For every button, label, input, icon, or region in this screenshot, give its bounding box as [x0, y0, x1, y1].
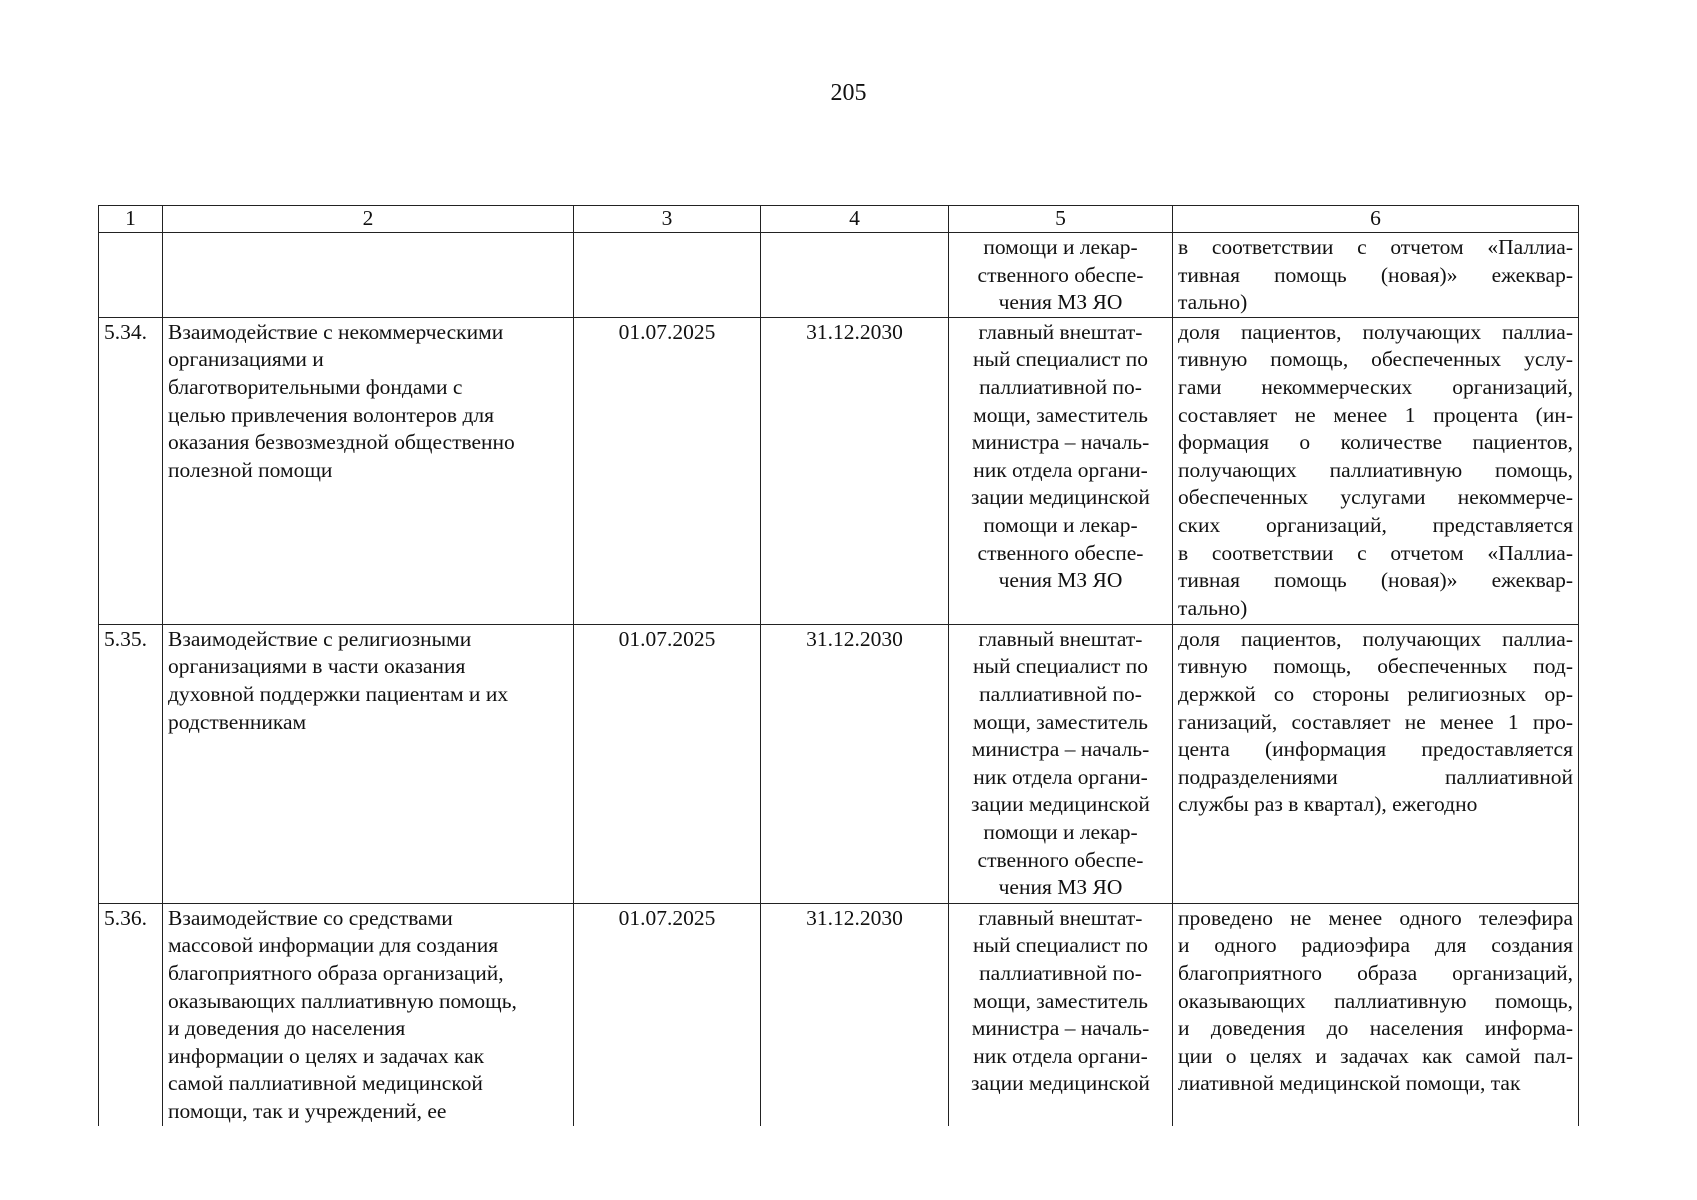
cell-line: оказывающих паллиативную помощь, — [1178, 988, 1573, 1013]
cell-line: ник отдела органи- — [973, 1043, 1148, 1068]
cell-line: министра – началь- — [971, 1016, 1150, 1041]
cell-line: ственного обеспе- — [977, 540, 1144, 565]
end-date: 31.12.2030 — [761, 624, 949, 903]
cell-line: ный специалист по — [973, 347, 1148, 372]
start-date: 01.07.2025 — [574, 317, 761, 624]
cell-line: Взаимодействие со средствами — [168, 905, 453, 930]
cell-line: и доведения до населения информа- — [1178, 1016, 1573, 1041]
measure-title — [163, 903, 574, 1125]
responsible — [949, 233, 1173, 318]
start-date — [574, 233, 761, 318]
end-date — [761, 233, 949, 318]
cell-line: Взаимодействие с религиозными — [168, 626, 472, 651]
table-row — [99, 233, 1579, 318]
cell-line: и доведения до населения — [168, 1016, 406, 1041]
cell-line: тивную помощь, обеспеченных под- — [1178, 654, 1573, 679]
cell-line: составляет не менее 1 процента (ин- — [1178, 402, 1573, 427]
cell-line: лиативной медицинской помощи, так — [1178, 1071, 1521, 1096]
cell-line: ственного обеспе- — [977, 847, 1144, 872]
cell-line: тивная помощь (новая)» ежеквар- — [1178, 262, 1573, 287]
table-row — [99, 624, 1579, 903]
cell-line: цента (информация предоставляется — [1178, 737, 1573, 762]
cell-line: обеспеченных услугами некоммерче- — [1178, 485, 1573, 510]
cell-line: мощи, заместитель — [973, 988, 1148, 1013]
cell-line: помощи и лекар- — [983, 235, 1138, 259]
cell-line: благоприятного образа организаций, — [168, 960, 504, 985]
cell-line: паллиативной по- — [979, 681, 1142, 706]
result-indicator — [1173, 903, 1579, 1125]
cell-line: духовной поддержки пациентам и их — [168, 681, 509, 706]
cell-line: оказывающих паллиативную помощь, — [168, 988, 517, 1013]
cell-line: доля пациентов, получающих паллиа- — [1178, 319, 1573, 344]
measure-title — [163, 624, 574, 903]
measure-title — [163, 233, 574, 318]
cell-line: ственного обеспе- — [977, 262, 1144, 287]
responsible — [949, 624, 1173, 903]
cell-line: паллиативной по- — [979, 374, 1142, 399]
cell-line: Взаимодействие с некоммерческими — [168, 319, 504, 344]
cell-line: подразделениями паллиативной — [1178, 764, 1573, 789]
cell-line: самой паллиативной медицинской — [168, 1071, 483, 1096]
result-indicator — [1173, 233, 1579, 318]
cell-line: ских организаций, представляется — [1178, 512, 1573, 537]
cell-line: тивную помощь, обеспеченных услу- — [1178, 347, 1573, 372]
cell-line: зации медицинской — [971, 1071, 1150, 1096]
end-date: 31.12.2030 — [761, 317, 949, 624]
responsible — [949, 903, 1173, 1125]
plan-table — [98, 205, 1579, 1126]
cell-line: родственникам — [168, 709, 307, 734]
cell-line: министра – началь- — [971, 737, 1150, 762]
cell-line: ции о целях и задачах как самой пал- — [1178, 1043, 1573, 1068]
cell-line: ганизаций, составляет не менее 1 про- — [1178, 709, 1573, 734]
cell-line: мощи, заместитель — [973, 402, 1148, 427]
row-number: 5.36. — [99, 903, 163, 1125]
row-number: 5.34. — [99, 317, 163, 624]
header-cell: 5 — [949, 206, 1173, 233]
cell-line: целью привлечения волонтеров для — [168, 402, 494, 427]
cell-line: благоприятного образа организаций, — [1178, 960, 1573, 985]
table-row — [99, 903, 1579, 1125]
result-indicator — [1173, 624, 1579, 903]
cell-line: зации медицинской — [971, 485, 1150, 510]
cell-line: держкой со стороны религиозных ор- — [1178, 681, 1573, 706]
cell-line: благотворительными фондами с — [168, 374, 463, 399]
header-cell: 6 — [1173, 206, 1579, 233]
responsible — [949, 317, 1173, 624]
cell-line: помощи и лекар- — [983, 819, 1138, 844]
cell-line: чения МЗ ЯО — [998, 290, 1123, 315]
header-cell: 4 — [761, 206, 949, 233]
cell-line: тально) — [1178, 290, 1248, 315]
cell-line: паллиативной по- — [979, 960, 1142, 985]
cell-line: чения МЗ ЯО — [998, 875, 1123, 900]
row-number: 5.35. — [99, 624, 163, 903]
cell-line: ный специалист по — [973, 654, 1148, 679]
cell-line: доля пациентов, получающих паллиа- — [1178, 626, 1573, 651]
cell-line: оказания безвозмездной общественно — [168, 430, 515, 455]
header-cell: 1 — [99, 206, 163, 233]
cell-line: информации о целях и задачах как — [168, 1043, 485, 1068]
start-date: 01.07.2025 — [574, 903, 761, 1125]
table-row — [99, 317, 1579, 624]
cell-line: массовой информации для создания — [168, 933, 499, 958]
cell-line: помощи, так и учреждений, ее — [168, 1098, 447, 1123]
cell-line: министра – началь- — [971, 430, 1150, 455]
cell-line: зации медицинской — [971, 792, 1150, 817]
header-cell: 3 — [574, 206, 761, 233]
start-date: 01.07.2025 — [574, 624, 761, 903]
cell-line: гами некоммерческих организаций, — [1178, 374, 1573, 399]
cell-line: получающих паллиативную помощь, — [1178, 457, 1573, 482]
cell-line: ный специалист по — [973, 933, 1148, 958]
row-number — [99, 233, 163, 318]
table-header-row — [99, 206, 1579, 233]
cell-line: помощи и лекар- — [983, 512, 1138, 537]
cell-line: полезной помощи — [168, 457, 333, 482]
measure-title — [163, 317, 574, 624]
cell-line: в соответствии с отчетом «Паллиа- — [1178, 540, 1573, 565]
cell-line: чения МЗ ЯО — [998, 568, 1123, 593]
result-indicator — [1173, 317, 1579, 624]
cell-line: главный внештат- — [978, 319, 1143, 344]
cell-line: и одного радиоэфира для создания — [1178, 933, 1573, 958]
cell-line: тивная помощь (новая)» ежеквар- — [1178, 568, 1573, 593]
cell-line: ник отдела органи- — [973, 457, 1148, 482]
cell-line: в соответствии с отчетом «Паллиа- — [1178, 235, 1573, 259]
end-date: 31.12.2030 — [761, 903, 949, 1125]
cell-line: главный внештат- — [978, 905, 1143, 930]
cell-line: организациями в части оказания — [168, 654, 466, 679]
cell-line: формация о количестве пациентов, — [1178, 430, 1573, 455]
cell-line: тально) — [1178, 595, 1248, 620]
cell-line: мощи, заместитель — [973, 709, 1148, 734]
cell-line: организациями и — [168, 347, 324, 372]
header-cell: 2 — [163, 206, 574, 233]
cell-line: главный внештат- — [978, 626, 1143, 651]
page-number: 205 — [830, 80, 867, 106]
cell-line: проведено не менее одного телеэфира — [1178, 905, 1573, 930]
cell-line: ник отдела органи- — [973, 764, 1148, 789]
cell-line: службы раз в квартал), ежегодно — [1178, 792, 1478, 817]
